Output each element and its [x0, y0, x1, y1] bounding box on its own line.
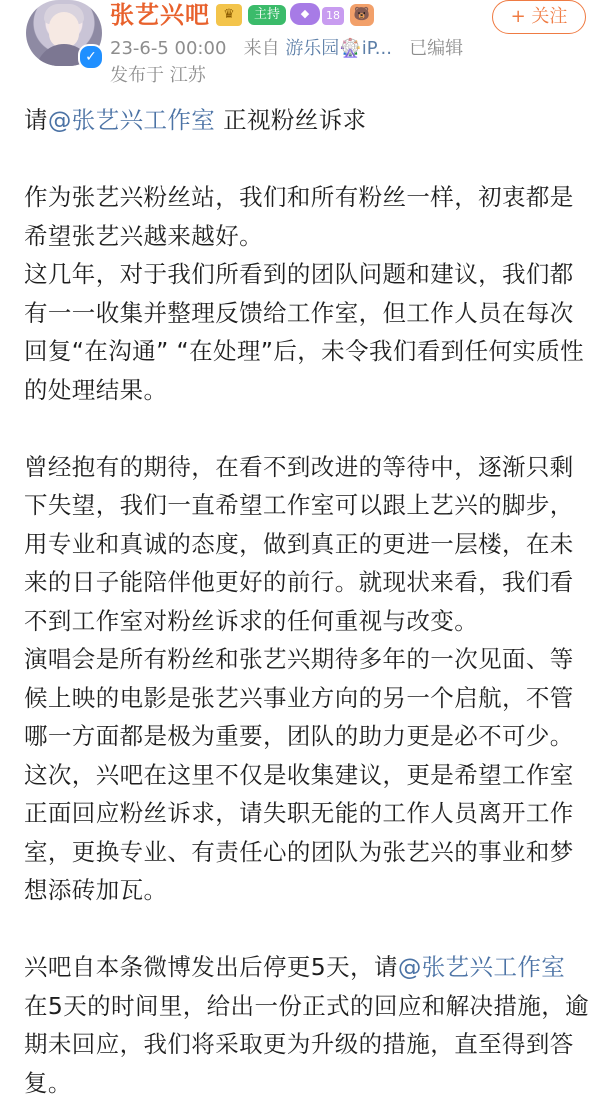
paragraph-3: 曾经抱有的期待，在看不到改进的等待中，逐渐只剩下失望，我们一直希望工作室可以跟上艺兴的脚步，用专业和真诚的态度，做到真正的更进一层楼，在未来的日子能陪伴他更好的前行。就现状来看，我们看不到工作室对粉丝诉求的任何重视与改变。 [24, 452, 574, 635]
bear-badge-icon[interactable]: 🐻 [350, 4, 374, 26]
paragraph-6 [24, 948, 594, 1102]
author-name[interactable]: 张艺兴吧 [110, 1, 210, 29]
paragraph-6-suffix: 在5天的时间里，给出一份正式的回应和解决措施，逾期未回应，我们将采取更为升级的措施，直至得到答复。 [24, 991, 590, 1097]
gem-badge-icon[interactable]: ◆ [290, 3, 320, 25]
paragraph-6-prefix: 兴吧自本条微博发出后停更5天，请 [24, 953, 398, 981]
level-badge[interactable]: 18 [322, 7, 344, 25]
mention-link[interactable]: @张艺兴工作室 [47, 106, 216, 134]
mention-link-2[interactable]: @张艺兴工作室 [397, 953, 566, 981]
paragraph-1: 作为张艺兴粉丝站，我们和所有粉丝一样，初衷都是希望张艺兴越来越好。 [24, 183, 574, 250]
post-meta [110, 37, 463, 61]
follow-button[interactable]: + 关注 [492, 0, 586, 34]
headline-prefix: 请 [24, 106, 48, 134]
post-header [0, 0, 600, 100]
headline-suffix: 正视粉丝诉求 [215, 106, 367, 134]
paragraph-2: 这几年，对于我们所看到的团队问题和建议，我们都有一一收集并整理反馈给工作室，但工作人员在每次回复“在沟通” “在处理”后，未令我们看到任何实质性的处理结果。 [24, 260, 585, 404]
from-label: 来自 [243, 38, 280, 59]
paragraph-4: 演唱会是所有粉丝和张艺兴期待多年的一次见面、等候上映的电影是张艺兴事业方向的另一个启航，不管哪一方面都是极为重要，团队的助力更是必不可少。 [24, 645, 574, 750]
post-headline [24, 101, 594, 140]
post-timestamp: 23-6-5 00:00 [110, 38, 227, 59]
post-source-link[interactable]: 游乐园🎡iP... [285, 38, 392, 59]
verified-icon: ✓ [78, 44, 104, 70]
avatar-face [49, 12, 79, 48]
post-body [24, 101, 594, 1102]
paragraph-5: 这次，兴吧在这里不仅是收集建议，更是希望工作室正面回应粉丝诉求，请失职无能的工作人员离开工作室，更换专业、有责任心的团队为张艺兴的事业和梦想添砖加瓦。 [24, 760, 574, 904]
edited-label: 已编辑 [409, 38, 464, 59]
post-location: 发布于 江苏 [110, 65, 206, 86]
host-badge[interactable]: 主持 [248, 5, 286, 25]
crown-badge-icon[interactable]: ♛ [216, 4, 242, 26]
